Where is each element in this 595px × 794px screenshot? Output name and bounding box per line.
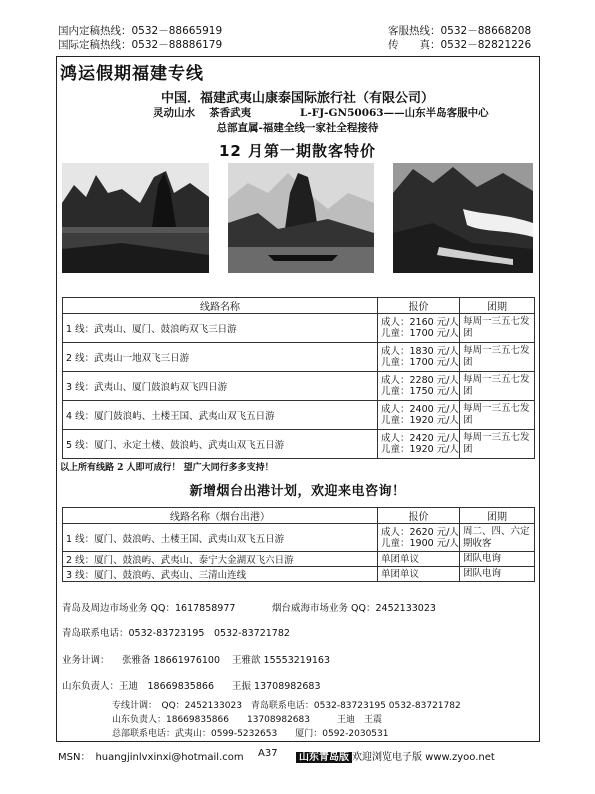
- route-name: 3 线：武夷山、厦门鼓浪屿双飞四日游: [63, 372, 378, 401]
- customer-service-hotline: 客服热线：0532－88668208: [388, 25, 532, 37]
- child-price: 儿童：1700 元/人: [381, 328, 459, 339]
- landscape-photo-valley: [393, 163, 533, 273]
- page-number: A37: [258, 748, 278, 759]
- fax-number: 传 真：0532－82821226: [388, 39, 532, 51]
- route-name: 1 线：厦门、鼓浪屿、土楼王国、武夷山双飞五日游: [63, 524, 378, 552]
- summary-line-1: 专线计调： QQ：2452133023 青岛联系电话：0532-83723195 0532-83721782: [112, 701, 461, 711]
- route-name: 2 线：武夷山一地双飞三日游: [63, 343, 378, 372]
- price-cell: [378, 372, 460, 401]
- child-price: 儿童：1750 元/人: [381, 386, 459, 397]
- child-price: 儿童：1700 元/人: [381, 357, 459, 368]
- departure-schedule: 每周一三五七发团: [460, 343, 535, 372]
- table-row: [63, 314, 535, 343]
- price-cell: [378, 430, 460, 459]
- special-offer-title: 12 月第一期散客特价: [218, 142, 377, 160]
- table-row: [63, 552, 535, 567]
- qingdao-qq: 青岛及周边市场业务 QQ：1617858977: [62, 603, 236, 614]
- agency-affiliation: 总部直属-福建全线一家社全程接待: [216, 122, 379, 134]
- price-cell: [378, 401, 460, 430]
- route-name: 3 线：厦门、鼓浪屿、武夷山、三清山连线: [63, 567, 378, 582]
- departure-schedule: 团队电询: [460, 552, 535, 567]
- routes-table: [62, 297, 535, 459]
- publication-name: 山东青岛版: [296, 752, 352, 763]
- route-name: 1 线：武夷山、厦门、鼓浪屿双飞三日游: [63, 314, 378, 343]
- child-price: 儿童：1920 元/人: [381, 415, 459, 426]
- sales-contact-1: 张雅备 18661976100: [122, 655, 221, 666]
- departure-schedule: 周二、四、六定期收客: [460, 524, 535, 552]
- domestic-hotline: 国内定稿热线：0532－88665919: [58, 25, 223, 37]
- yantai-departure-title: 新增烟台出港计划，欢迎来电咨询！: [189, 484, 406, 499]
- sales-contact-2: 王雅歆 15553219163: [232, 655, 331, 666]
- msn-contact: MSN： huangjinlvxinxi@hotmail.com: [58, 752, 244, 763]
- adult-price: 成人：2160 元/人: [381, 317, 459, 328]
- table-row: [63, 524, 535, 552]
- shandong-manager-2: 王振 13708982683: [232, 681, 321, 692]
- column-header-route: 线路名称（烟台出港）: [63, 508, 378, 524]
- table-row: [63, 401, 535, 430]
- price-note: 单团单议: [381, 553, 420, 565]
- price-cell: [378, 343, 460, 372]
- child-price: 儿童：1920 元/人: [381, 444, 459, 455]
- summary-line-2: 山东负责人：18669835866 13708982683 王迪 王震: [112, 715, 382, 725]
- price-cell: [378, 552, 460, 567]
- departure-schedule: 团队电询: [460, 567, 535, 582]
- route-name: 4 线：厦门鼓浪屿、土楼王国、武夷山双飞五日游: [63, 401, 378, 430]
- publication-footer: [296, 748, 495, 763]
- brand-title: 鸿运假期福建专线: [60, 64, 204, 84]
- adult-price: 成人：2620 元/人: [381, 526, 459, 538]
- price-cell: [378, 567, 460, 582]
- column-header-departure: 团期: [460, 298, 535, 314]
- group-note: 以上所有线路 2 人即可成行！ 望广大同行多多支持！: [60, 463, 274, 473]
- table-row: [63, 343, 535, 372]
- departure-schedule: 每周一三五七发团: [460, 372, 535, 401]
- column-header-departure: 团期: [460, 508, 535, 524]
- price-note: 单团单议: [381, 568, 420, 580]
- price-cell: [378, 524, 460, 552]
- adult-price: 成人：2420 元/人: [381, 433, 459, 444]
- column-header-price: 报价: [378, 298, 460, 314]
- website-text: 欢迎浏览电子版 www.zyoo.net: [352, 752, 495, 763]
- agency-license: L-FJ-GN50063——山东半岛客服中心: [300, 107, 489, 119]
- table-row: [63, 567, 535, 582]
- agency-slogan: 灵动山水 茶香武夷: [153, 107, 252, 119]
- child-price: 儿童：1900 元/人: [381, 537, 459, 549]
- departure-schedule: 每周一三五七发团: [460, 314, 535, 343]
- yantai-qq: 烟台威海市场业务 QQ：2452133023: [272, 603, 436, 614]
- sales-label: 业务计调：: [62, 655, 110, 666]
- yantai-routes-table: [62, 507, 535, 582]
- departure-schedule: 每周一三五七发团: [460, 430, 535, 459]
- column-header-route: 线路名称: [63, 298, 378, 314]
- table-row: [63, 372, 535, 401]
- price-cell: [378, 314, 460, 343]
- qingdao-phone: 青岛联系电话：0532-83723195 0532-83721782: [62, 628, 290, 639]
- departure-schedule: 每周一三五七发团: [460, 401, 535, 430]
- adult-price: 成人：2280 元/人: [381, 375, 459, 386]
- column-header-price: 报价: [378, 508, 460, 524]
- adult-price: 成人：1830 元/人: [381, 346, 459, 357]
- summary-line-3: 总部联系电话：武夷山：0599-5232653 厦门：0592-2030531: [112, 729, 389, 739]
- shandong-manager: 山东负责人：王迪 18669835866: [62, 681, 214, 692]
- table-row: [63, 430, 535, 459]
- route-name: 5 线：厦门、永定土楼、鼓浪屿、武夷山双飞五日游: [63, 430, 378, 459]
- landscape-photo-peak: [228, 163, 374, 273]
- agency-name: 中国．福建武夷山康泰国际旅行社（有限公司）: [160, 91, 434, 106]
- landscape-photo-river: [62, 163, 209, 273]
- route-name: 2 线：厦门、鼓浪屿、武夷山、泰宁大金湖双飞六日游: [63, 552, 378, 567]
- international-hotline: 国际定稿热线：0532－88886179: [58, 39, 223, 51]
- adult-price: 成人：2400 元/人: [381, 404, 459, 415]
